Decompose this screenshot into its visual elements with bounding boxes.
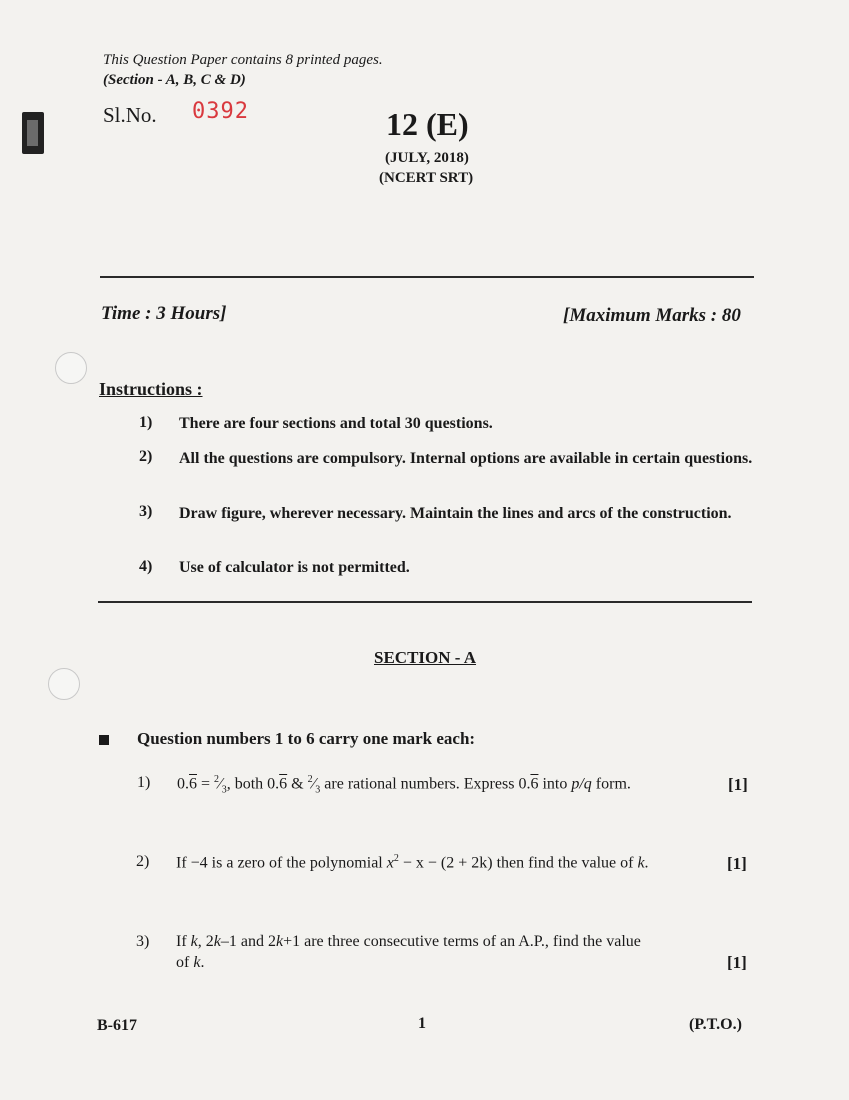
instruction-number: 1): [139, 414, 153, 431]
section-a-intro: Question numbers 1 to 6 carry one mark each:: [137, 729, 476, 748]
question-mark: [1]: [727, 953, 747, 972]
sections-note: (Section - A, B, C & D): [103, 72, 246, 88]
question-3-text-line1: If k, 2k–1 and 2k+1 are three consecutive terms of an A.P., find the value: [176, 933, 641, 950]
question-number: 3): [136, 933, 150, 950]
question-mark: [1]: [727, 854, 747, 873]
paper-code: 12 (E): [386, 106, 469, 142]
section-a-title: SECTION - A: [374, 648, 477, 667]
serial-number-value: 0392: [192, 99, 249, 124]
time-allowed: Time : 3 Hours]: [101, 303, 227, 324]
instruction-text: All the questions are compulsory. Internal options are available in certain questions.: [179, 450, 753, 467]
instruction-number: 3): [139, 503, 153, 520]
instructions-heading: Instructions :: [99, 379, 203, 399]
board-name: (NCERT SRT): [379, 170, 474, 186]
question-number: 2): [136, 853, 150, 870]
instruction-text: Draw figure, wherever necessary. Maintain the lines and arcs of the construction.: [179, 505, 732, 522]
please-turn-over: (P.T.O.): [689, 1016, 742, 1033]
question-1-text: $0.6 = ^2⁄_3$, both 0.6 & $^2⁄_3$ are rational numbers. Express 0.6 into p/q form.: [177, 774, 631, 796]
maximum-marks: [Maximum Marks : 80: [563, 305, 741, 326]
instruction-number: 2): [139, 448, 153, 465]
paper-serial-code: B-617: [97, 1017, 137, 1034]
pages-note: This Question Paper contains 8 printed pages.: [103, 52, 383, 68]
serial-number-label: Sl.No.: [103, 103, 157, 127]
instruction-text: Use of calculator is not permitted.: [179, 559, 410, 576]
binding-mark: [22, 112, 44, 154]
page-number: 1: [418, 1015, 426, 1032]
question-2-text: If −4 is a zero of the polynomial $x^2 - x - (2 + 2k)$ then find the value of k.: [176, 853, 649, 872]
question-number: 1): [137, 774, 151, 791]
instruction-number: 4): [139, 558, 153, 575]
bullet-square-icon: [99, 735, 109, 745]
exam-session: (JULY, 2018): [385, 150, 469, 166]
instruction-text: There are four sections and total 30 questions.: [179, 415, 493, 432]
punch-hole-bottom: [48, 668, 80, 700]
divider-bottom: [98, 601, 752, 603]
divider-top: [100, 276, 754, 278]
punch-hole-top: [55, 352, 87, 384]
question-mark: [1]: [728, 775, 748, 794]
question-3-text-line2: of k.: [176, 954, 205, 971]
